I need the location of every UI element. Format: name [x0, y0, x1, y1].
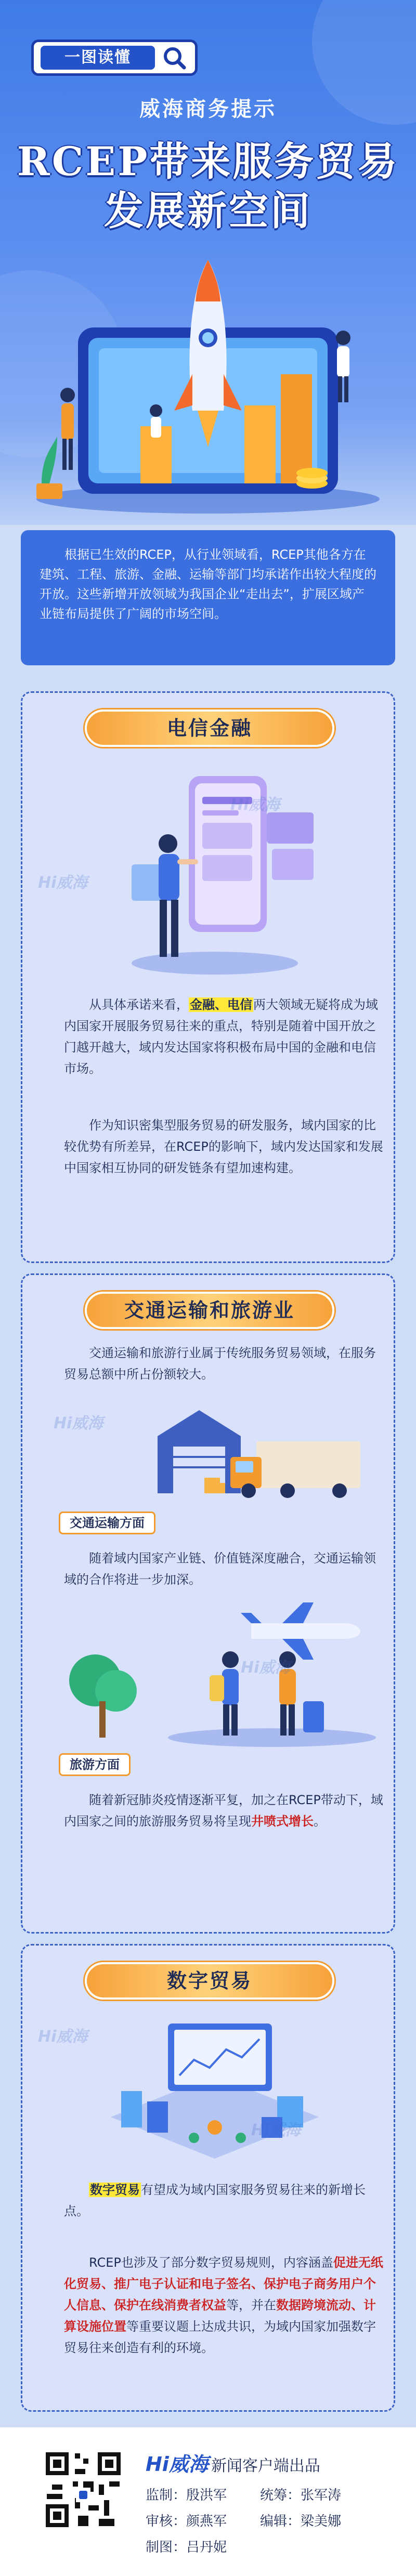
section-title-transport [85, 1292, 334, 1329]
credit-producer: 制图：吕丹妮 [146, 2540, 227, 2555]
watermark: Hi威海 [230, 796, 280, 814]
section-title-text: 电信金融 [166, 716, 252, 740]
telecom-paragraph-1: 从具体承诺来看，金融、电信两大领域无疑将成为域内国家开展服务贸易往来的重点，特别是随着中国开放之门越开越大，域内发达国家将积极布局中国的金融和电信市场。 [64, 997, 378, 1076]
search-label: 一图读懂 [41, 46, 155, 70]
digital-paragraph-2: RCEP也涉及了部分数字贸易规则，内容涵盖促进无纸化贸易、推广电子认证和电子签名、保护电子商务用户个人信息、保护在线消费者权益等，并在数据跨境流动、计算设施位置等重要议题上达成共识，为域内国家加强数字贸易往来创造有利的环境。 [64, 2255, 383, 2355]
section-telecom [21, 691, 395, 1263]
qr-code[interactable] [42, 2448, 125, 2531]
watermark: Hi威海 [54, 1414, 103, 1432]
digital-illustration [90, 2013, 340, 2169]
telecom-paragraph-2: 作为知识密集型服务贸易的研发服务，域内国家的比较优势有所差异，在RCEP的影响下，域内发达国家和发展中国家相互协同的研发链条有望加速构建。 [64, 1118, 383, 1175]
title-line-1: RCEP带来服务贸易 [17, 138, 399, 185]
footer [0, 2427, 416, 2576]
watermark: Hi威海 [241, 1659, 291, 1677]
section-title-digital [85, 1962, 334, 2000]
section-title-text: 数字贸易 [166, 1969, 252, 1992]
title-line-2: 发展新空间 [104, 188, 312, 234]
section-title-text: 交通运输和旅游业 [124, 1298, 295, 1322]
tag-transport: 交通运输方面 [59, 1512, 155, 1534]
credit-editor: 编辑：梁美娜 [260, 2514, 342, 2529]
credit-reviewer: 审核：颜燕军 [146, 2514, 227, 2529]
transport-paragraph-3: 随着新冠肺炎疫情逐渐平复，加之在RCEP带动下，域内国家之间的旅游服务贸易将呈现井喷式增长。 [64, 1793, 383, 1829]
section-transport [21, 1273, 395, 1934]
search-icon[interactable] [160, 45, 189, 71]
section-digital [21, 1944, 395, 2412]
watermark: Hi威海 [38, 874, 88, 892]
watermark: Hi威海 [251, 2121, 301, 2139]
credit-coordinator: 统筹：张军涛 [260, 2488, 342, 2503]
hero-illustration [21, 239, 395, 520]
brand-logo: Hi威海 [146, 2453, 209, 2476]
header-banner [0, 0, 416, 525]
intro-box [21, 530, 395, 665]
watermark: Hi威海 [38, 2028, 88, 2046]
transport-paragraph-1: 交通运输和旅游行业属于传统服务贸易领域，在服务贸易总额中所占份额较大。 [64, 1346, 376, 1382]
transport-paragraph-2: 随着域内国家产业链、价值链深度融合，交通运输领域的合作将进一步加深。 [64, 1551, 376, 1587]
intro-text: 根据已生效的RCEP，从行业领域看，RCEP其他各方在建筑、工程、旅游、金融、运输等部门均承诺作出较大程度的开放。这些新增开放领域为我国企业“走出去”，扩展区域产业链布局提供了广阔的市场空间。 [40, 547, 376, 621]
digital-paragraph-1: 数字贸易有望成为域内国家服务贸易往来的新增长点。 [64, 2183, 366, 2218]
logistics-illustration [152, 1400, 371, 1504]
telecom-illustration [111, 766, 319, 984]
tag-travel: 旅游方面 [59, 1753, 131, 1776]
travel-illustration [54, 1602, 376, 1748]
subtitle: 威海商务提示 [139, 97, 277, 121]
footer-brand [146, 2448, 320, 2477]
credit-supervisor: 监制：殷洪军 [146, 2488, 227, 2503]
brand-suffix: 新闻客户端出品 [211, 2457, 320, 2475]
section-title-telecom [85, 709, 334, 747]
